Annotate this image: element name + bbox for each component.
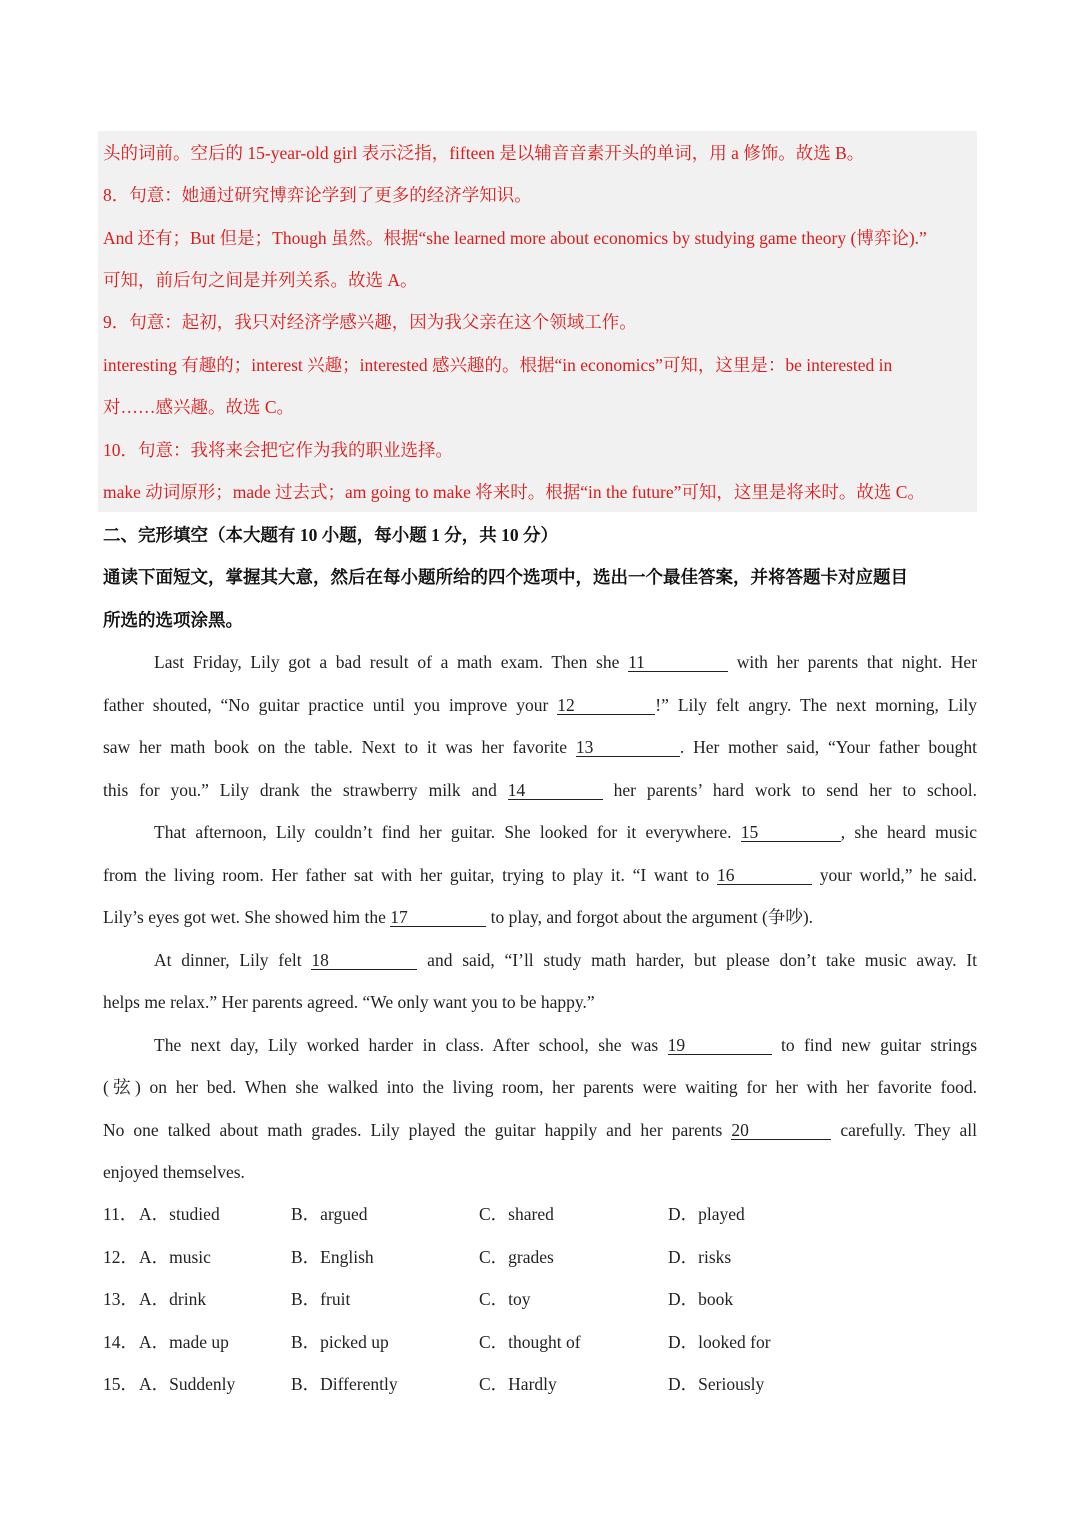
question-number: 12．: [103, 1247, 138, 1267]
explanation-line: 10．句意：我将来会把它作为我的职业选择。: [103, 440, 453, 460]
question-number: 13．: [103, 1289, 138, 1309]
passage-line: this for you.” Lily drank the strawberry milk and 14 her parents’ hard work to send her to school.: [103, 780, 978, 800]
question-number: 11．: [103, 1204, 138, 1224]
option-b: B．Differently: [291, 1374, 398, 1394]
blank-19: 19: [668, 1036, 772, 1055]
passage-line: helps me relax.” Her parents agreed. “We only want you to be happy.”: [103, 992, 595, 1012]
option-c: C．grades: [479, 1247, 554, 1267]
option-b: B．picked up: [291, 1332, 389, 1352]
question-number: 15．: [103, 1374, 138, 1394]
blank-15: 15: [741, 823, 841, 842]
passage-line: Last Friday, Lily got a bad result of a math exam. Then she 11 with her parents that night. Her: [154, 652, 978, 672]
option-c: C．thought of: [479, 1332, 581, 1352]
passage-line: from the living room. Her father sat with her guitar, trying to play it. “I want to 16 your world,” he said.: [103, 865, 977, 885]
explanation-line: 可知，前后句之间是并列关系。故选 A。: [103, 270, 418, 290]
question-row: [103, 1203, 977, 1225]
question-row: [103, 1331, 977, 1353]
option-a: A．music: [139, 1247, 211, 1267]
blank-13: 13: [576, 738, 680, 757]
option-a: A．studied: [139, 1204, 220, 1224]
blank-16: 16: [717, 866, 812, 885]
option-d: D．book: [668, 1289, 734, 1309]
explanation-line: And 还有；But 但是；Though 虽然。根据“she learned more about economics by studying game theory (博弈论).”: [103, 228, 927, 248]
option-a: A．drink: [139, 1289, 207, 1309]
explanation-line: 9．句意：起初，我只对经济学感兴趣，因为我父亲在这个领域工作。: [103, 312, 637, 332]
explanation-line: interesting 有趣的；interest 兴趣；interested 感兴趣的。根据“in economics”可知，这里是：be interested in: [103, 355, 893, 375]
option-b: B．English: [291, 1247, 374, 1267]
option-a: A．made up: [139, 1332, 229, 1352]
explanation-line: make 动词原形；made 过去式；am going to make 将来时。根据“in the future”可知，这里是将来时。故选 C。: [103, 482, 925, 502]
passage-line: saw her math book on the table. Next to it was her favorite 13 . Her mother said, “Your father bought: [103, 737, 977, 757]
option-d: D．played: [668, 1204, 745, 1224]
blank-18: 18: [311, 951, 417, 970]
passage-line: The next day, Lily worked harder in class. After school, she was 19 to find new guitar strings: [154, 1035, 978, 1055]
section-instruction: 所选的选项涂黑。: [103, 610, 243, 630]
option-d: D．Seriously: [668, 1374, 765, 1394]
passage-line: (弦) on her bed. When she walked into the living room, her parents were waiting for her with her favorite food.: [103, 1077, 977, 1097]
option-c: C．Hardly: [479, 1374, 557, 1394]
option-c: C．shared: [479, 1204, 554, 1224]
passage-line: At dinner, Lily felt 18 and said, “I’ll study math harder, but please don’t take music away. It: [154, 950, 978, 970]
passage-line: That afternoon, Lily couldn’t find her guitar. She looked for it everywhere. 15 , she heard music: [154, 822, 977, 842]
option-d: D．looked for: [668, 1332, 771, 1352]
section-title: 二、完形填空（本大题有 10 小题，每小题 1 分，共 10 分）: [103, 525, 558, 545]
explanation-line: 头的词前。空后的 15-year-old girl 表示泛指，fifteen 是以辅音音素开头的单词，用 a 修饰。故选 B。: [103, 143, 865, 163]
option-b: B．argued: [291, 1204, 368, 1224]
question-row: [103, 1288, 977, 1310]
passage-line: Lily’s eyes got wet. She showed him the 17 to play, and forgot about the argument (争吵).: [103, 907, 814, 927]
option-a: A．Suddenly: [139, 1374, 236, 1394]
question-row: [103, 1246, 977, 1268]
option-c: C．toy: [479, 1289, 531, 1309]
option-d: D．risks: [668, 1247, 732, 1267]
blank-20: 20: [731, 1121, 831, 1140]
blank-17: 17: [390, 908, 486, 927]
blank-12: 12: [557, 696, 655, 715]
passage-line: enjoyed themselves.: [103, 1162, 245, 1182]
section-instruction: 通读下面短文，掌握其大意，然后在每小题所给的四个选项中，选出一个最佳答案，并将答题卡对应题目: [103, 567, 908, 587]
explanation-line: 对……感兴趣。故选 C。: [103, 397, 295, 417]
explanation-line: 8．句意：她通过研究博弈论学到了更多的经济学知识。: [103, 185, 532, 205]
passage-line: No one talked about math grades. Lily played the guitar happily and her parents 20 carefully. They all: [103, 1120, 977, 1140]
blank-14: 14: [508, 781, 603, 800]
question-row: [103, 1373, 977, 1395]
passage-line: father shouted, “No guitar practice until you improve your 12 !” Lily felt angry. The next morning, Lily: [103, 695, 977, 715]
option-b: B．fruit: [291, 1289, 351, 1309]
question-number: 14．: [103, 1332, 138, 1352]
blank-11: 11: [628, 653, 728, 672]
